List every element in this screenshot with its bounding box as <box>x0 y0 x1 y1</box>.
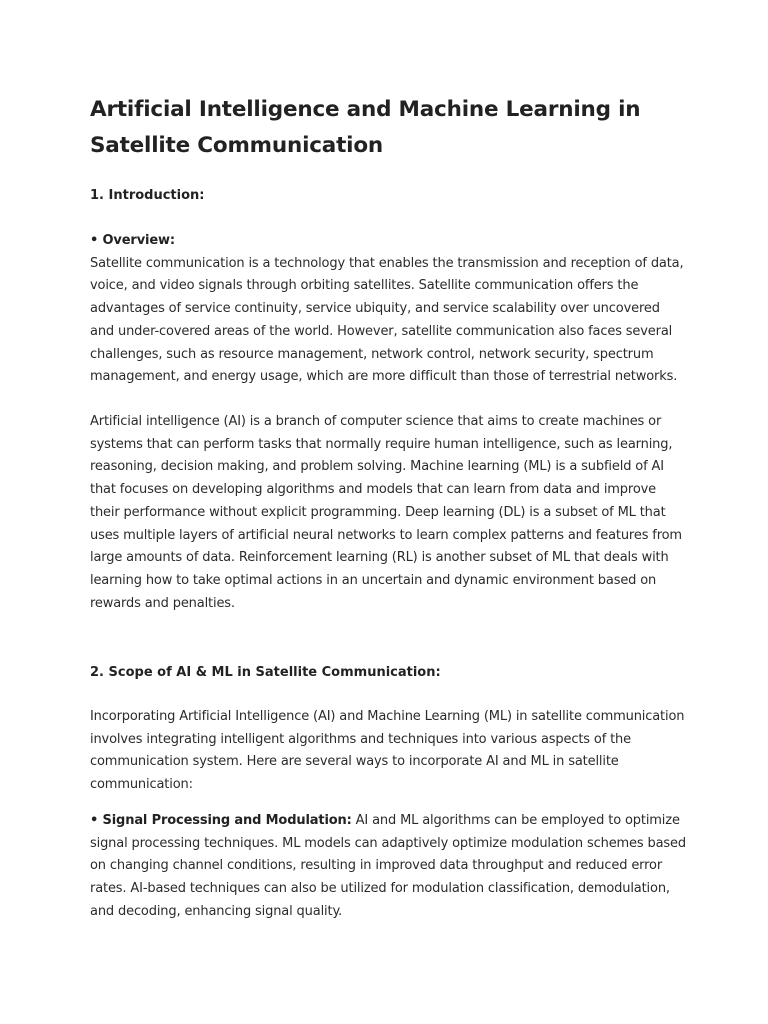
overview-label: • Overview: <box>90 233 175 248</box>
overview-paragraph <box>90 230 686 389</box>
signal-processing-label: • Signal Processing and Modulation: <box>90 813 352 828</box>
scope-intro-paragraph: Incorporating Artificial Intelligence (AI) and Machine Learning (ML) in satellite communication involves integrating intelligent algorithms and techniques into various aspects of the communication system. Here are several ways to incorporate AI and ML in satellite communication: <box>90 709 685 793</box>
section-heading-introduction: 1. Introduction: <box>90 188 205 203</box>
signal-processing-paragraph <box>90 810 686 924</box>
ai-definition-paragraph: Artificial intelligence (AI) is a branch of computer science that aims to create machines or systems that can perform tasks that normally require human intelligence, such as learning, reasoning, decision making, and problem solving. Machine learning (ML) is a subfield of AI that focuses on developing algorithms and models that can learn from data and improve their performance without explicit programming. Deep learning (DL) is a subset of ML that uses multiple layers of artificial neural networks to learn complex patterns and features from large amounts of data. Reinforcement learning (RL) is another subset of ML that deals with learning how to take optimal actions in an uncertain and dynamic environment based on rewards and penalties. <box>90 414 682 611</box>
overview-text: Satellite communication is a technology that enables the transmission and reception of data, voice, and video signals through orbiting satellites. Satellite communication offers the advantages of service continuity, service ubiquity, and service scalability over uncovered and under-covered areas of the world. However, satellite communication also faces several challenges, such as resource management, network control, network security, spectrum management, and energy usage, which are more difficult than those of terrestrial networks. <box>90 255 684 385</box>
document-title: Artificial Intelligence and Machine Learning in Satellite Communication <box>90 97 641 158</box>
section-heading-scope: 2. Scope of AI & ML in Satellite Communication: <box>90 665 441 680</box>
signal-processing-text: AI and ML algorithms can be employed to optimize signal processing techniques. ML models can adaptively optimize modulation schemes based on changing channel conditions, resulting in improved data throughput and reduced error rates. AI-based techniques can also be utilized for modulation classification, demodulation, and decoding, enhancing signal quality. <box>90 813 687 919</box>
